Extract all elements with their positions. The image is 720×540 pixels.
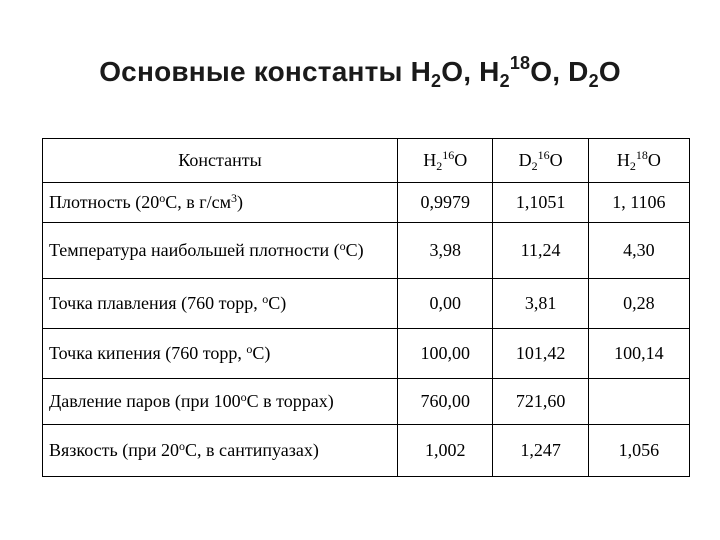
header-symbol: O <box>549 150 563 170</box>
row-label <box>43 223 398 279</box>
label-text: Давление паров (при 100 <box>49 391 241 411</box>
cell-value: 0,9979 <box>398 183 493 223</box>
label-text: Вязкость (при 20 <box>49 440 179 460</box>
label-text: С) <box>268 293 287 313</box>
title-part: Основные константы H <box>99 56 432 87</box>
cell-value: 760,00 <box>398 379 493 425</box>
header-subscript: 2 <box>436 159 443 173</box>
title-part: O, D <box>530 56 589 87</box>
header-d2-16o <box>493 139 588 183</box>
label-text: С, в г/см <box>165 192 232 212</box>
table-row-viscosity <box>43 425 690 477</box>
degree-mark: o <box>246 342 253 356</box>
label-text: ) <box>237 192 244 212</box>
constants-table <box>42 138 690 477</box>
cell-value: 100,00 <box>398 329 493 379</box>
degree-mark: o <box>240 390 247 404</box>
title-superscript: 18 <box>509 53 531 73</box>
table-row-vapor-pressure <box>43 379 690 425</box>
cell-value: 3,98 <box>398 223 493 279</box>
cell-value: 1,1051 <box>493 183 588 223</box>
cell-value: 0,00 <box>398 279 493 329</box>
row-label <box>43 379 398 425</box>
header-symbol: O <box>454 150 468 170</box>
label-text: Точка плавления (760 торр, <box>49 293 263 313</box>
table-row-density <box>43 183 690 223</box>
row-label <box>43 279 398 329</box>
cell-value: 1,002 <box>398 425 493 477</box>
slide-title <box>0 53 720 91</box>
cell-value: 0,28 <box>588 279 689 329</box>
label-superscript: 3 <box>231 191 238 205</box>
label-text: Точка кипения (760 торр, <box>49 343 247 363</box>
header-superscript: 16 <box>442 148 455 162</box>
row-label <box>43 183 398 223</box>
label-text: С) <box>345 240 364 260</box>
cell-value: 100,14 <box>588 329 689 379</box>
cell-value: 101,42 <box>493 329 588 379</box>
cell-value: 1, 1106 <box>588 183 689 223</box>
title-part: O, H <box>441 56 500 87</box>
header-symbol: H <box>616 150 630 170</box>
degree-mark: o <box>339 239 346 253</box>
header-symbol: H <box>423 150 437 170</box>
row-label <box>43 329 398 379</box>
header-subscript: 2 <box>531 159 538 173</box>
degree-mark: o <box>179 439 185 453</box>
degree-mark: o <box>159 191 166 205</box>
header-symbol: O <box>647 150 661 170</box>
table-row-melting-point <box>43 279 690 329</box>
cell-value: 721,60 <box>493 379 588 425</box>
cell-value: 3,81 <box>493 279 588 329</box>
degree-mark: o <box>262 292 269 306</box>
cell-value: 1,247 <box>493 425 588 477</box>
cell-value: 4,30 <box>588 223 689 279</box>
row-label <box>43 425 398 477</box>
label-text: С в торрах) <box>246 391 334 411</box>
table-header-row <box>43 139 690 183</box>
label-text: Температура наибольшей плотности ( <box>49 240 340 260</box>
label-text: С, в сантипуазах) <box>185 440 319 460</box>
title-subscript: 2 <box>499 71 510 91</box>
header-constants: Константы <box>43 139 398 183</box>
header-subscript: 2 <box>629 159 636 173</box>
table-row-boiling-point <box>43 329 690 379</box>
header-superscript: 16 <box>537 148 550 162</box>
header-superscript: 18 <box>635 148 648 162</box>
cell-value: 11,24 <box>493 223 588 279</box>
label-text: Плотность (20 <box>49 192 160 212</box>
header-h2-18o <box>588 139 689 183</box>
cell-value <box>588 379 689 425</box>
label-text: С) <box>252 343 271 363</box>
title-subscript: 2 <box>431 71 442 91</box>
header-symbol: D <box>518 150 532 170</box>
title-part: O <box>598 56 621 87</box>
title-subscript: 2 <box>588 71 599 91</box>
header-h2-16o <box>398 139 493 183</box>
cell-value: 1,056 <box>588 425 689 477</box>
table-row-max-density-temp <box>43 223 690 279</box>
